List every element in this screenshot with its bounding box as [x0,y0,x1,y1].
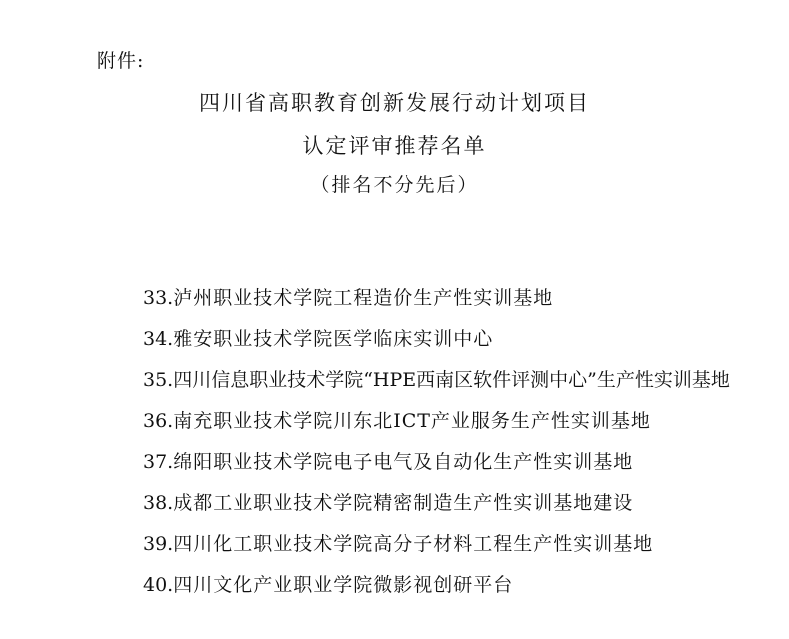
list-item [143,573,763,614]
list-item [143,532,763,573]
item-name: 四川文化产业职业学院微影视创研平台 [173,574,514,596]
item-number: 39. [143,533,174,555]
attachment-label: 附件: [97,50,145,72]
item-name: 雅安职业技术学院医学临床实训中心 [173,328,494,350]
item-number: 37. [143,451,174,473]
item-name: 绵阳职业技术学院电子电气及自动化生产性实训基地 [173,451,634,473]
item-name: 泸州职业技术学院工程造价生产性实训基地 [173,287,554,309]
list-item [143,286,763,327]
item-name: 四川信息职业技术学院“HPE西南区软件评测中心”生产性实训基地 [173,369,730,391]
document-title: 四川省高职教育创新发展行动计划项目 [199,91,590,115]
item-number: 36. [143,410,174,432]
item-name: 四川化工职业技术学院高分子材料工程生产性实训基地 [173,533,654,555]
list-item [143,409,763,450]
item-name: 成都工业职业技术学院精密制造生产性实训基地建设 [173,492,634,514]
item-number: 35. [143,369,174,391]
item-number: 33. [143,287,174,309]
document-subtitle: 认定评审推荐名单 [302,134,487,158]
list-item [143,368,763,409]
item-name: 南充职业技术学院川东北ICT产业服务生产性实训基地 [173,410,651,432]
ordering-note: （排名不分先后） [310,174,479,196]
list-item [143,491,763,532]
project-list [143,286,763,614]
list-item [143,327,763,368]
item-number: 38. [143,492,174,514]
item-number: 40. [143,574,174,596]
item-number: 34. [143,328,174,350]
list-item [143,450,763,491]
